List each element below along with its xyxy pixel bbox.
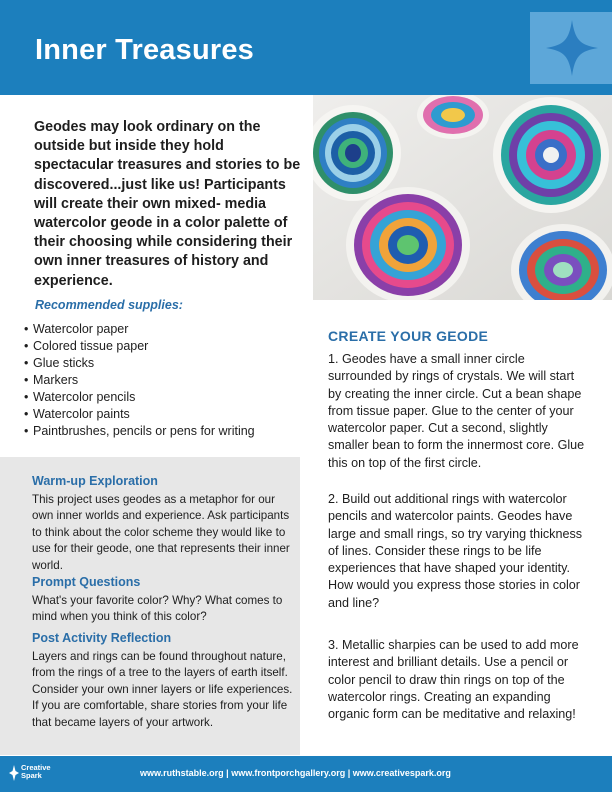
footer-links[interactable]: www.ruthstable.org | www.frontporchgallery.org | www.creativespark.org	[140, 768, 451, 778]
footer-brand: Creative Spark	[21, 763, 51, 780]
warmup-text: This project uses geodes as a metaphor for our own inner worlds and experience. Ask participants to think about the color scheme they would like to use for their geode, one that represents their inner world.	[32, 493, 290, 572]
reflection-heading: Post Activity Reflection	[32, 631, 172, 645]
list-item: • Watercolor paper	[24, 321, 255, 338]
intro-paragraph: Geodes may look ordinary on the outside but inside they hold spectacular treasures and stories to be discovered...just like us! Participants will create their own mixed- media watercolor geode in a color palette of their choosing while considering their own inner treasures of history and experience.	[34, 119, 301, 289]
step-3: 3. Metallic sharpies can be used to add more interest and brilliant details. Use a pencil or color pencil to draw thin rings on top of the watercolor rings. Creating an expanding organic form can be meditative and relaxing!	[328, 638, 579, 722]
activity-guide-box	[0, 457, 300, 755]
list-item: • Paintbrushes, pencils or pens for writing	[24, 423, 255, 440]
list-item: • Watercolor paints	[24, 406, 255, 423]
create-heading: CREATE YOUR GEODE	[328, 328, 489, 344]
list-item: • Glue sticks	[24, 355, 255, 372]
list-item: • Watercolor pencils	[24, 389, 255, 406]
page-title: Inner Treasures	[35, 34, 254, 66]
prompt-text: What's your favorite color? Why? What comes to mind when you think of this color?	[32, 594, 283, 624]
reflection-text: Layers and rings can be found throughout nature, from the rings of a tree to the layers of earth itself. Consider your own inner layers or life experiences. If you are comfortable, share stories from your life that became layers of your artwork.	[32, 650, 293, 729]
list-item: • Colored tissue paper	[24, 338, 255, 355]
supplies-heading: Recommended supplies:	[35, 298, 183, 312]
step-1: 1. Geodes have a small inner circle surrounded by rings of crystals. We will start by creating the inner circle. Cut a bean shape from tissue paper. Glue to the center of your watercolor paper. Cut a second, slightly smaller bean to form the innermost core. Glue this on top of the first circle.	[328, 352, 585, 470]
prompt-heading: Prompt Questions	[32, 575, 141, 589]
header-band	[0, 0, 612, 95]
footer-band	[0, 756, 612, 792]
logo-box	[530, 12, 612, 84]
step-2: 2. Build out additional rings with watercolor pencils and watercolor paints. Geodes have large and small rings, so try varying thickness of lines. Consider these rings to be life experiences that have shaped your identity. How would you express those stories in color and line?	[328, 492, 583, 610]
warmup-heading: Warm-up Exploration	[32, 474, 158, 488]
four-point-star-icon	[544, 18, 600, 78]
supplies-list	[24, 321, 255, 440]
spark-icon	[9, 765, 19, 781]
geode-artwork-photo	[313, 95, 612, 300]
list-item: • Markers	[24, 372, 255, 389]
